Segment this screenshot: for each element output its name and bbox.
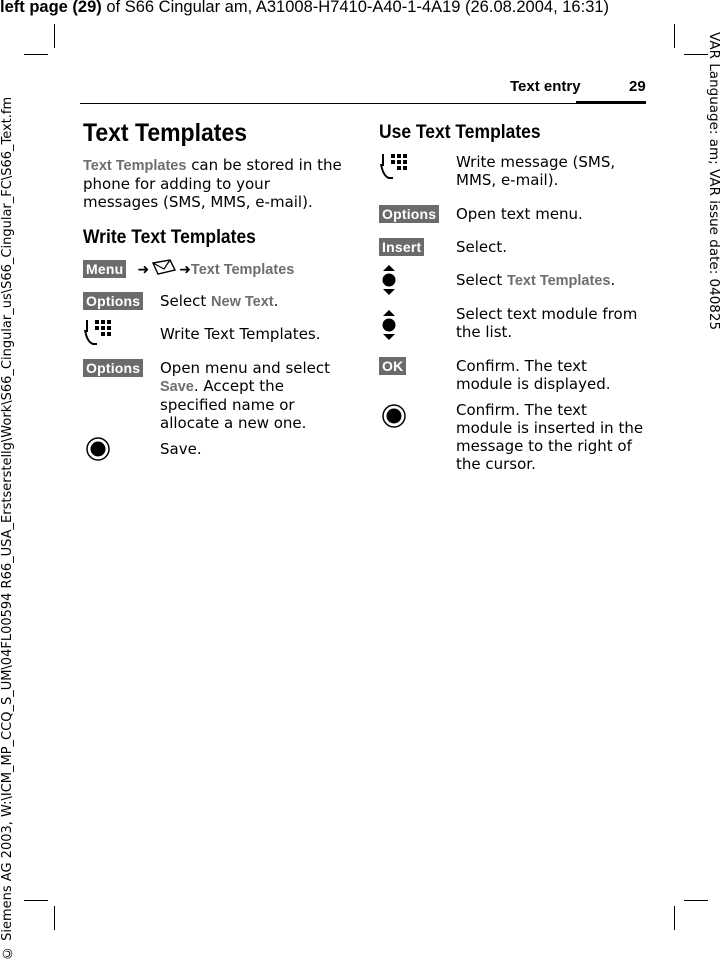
side-note-right: VAR Language: am; VAR issue date: 040825: [706, 32, 722, 331]
section-title-right: Use Text Templates: [379, 122, 541, 143]
keypad-icon: [379, 152, 413, 182]
instruction-text: Confirm. The text module is inserted in the message to the right of the cursor.: [456, 401, 644, 473]
intro-paragraph: [83, 156, 348, 211]
instruction-text: Save.: [160, 440, 202, 458]
crop-mark: [24, 54, 48, 55]
instruction-text: Write message (SMS, MMS, e-mail).: [456, 153, 616, 189]
options-softkey: Options: [83, 291, 143, 310]
menu-softkey: Menu: [83, 260, 126, 278]
crop-mark: [684, 900, 708, 901]
header-rule-thick: [576, 101, 646, 104]
crop-mark: [54, 24, 55, 48]
insert-softkey: Insert: [379, 237, 424, 256]
arrow-icon: ➜: [137, 262, 150, 278]
print-header-rest: of S66 Cingular am, A31008-H7410-A40-1-4A19 (26.08.2004, 16:31): [101, 0, 610, 16]
subsection-title: Write Text Templates: [83, 227, 256, 248]
instruction-text: Select.: [456, 238, 508, 256]
options-softkey: Options: [379, 204, 439, 223]
instruction-text: Select New Text.: [160, 292, 279, 310]
ok-softkey: OK: [379, 356, 406, 375]
center-key-icon: [382, 404, 406, 428]
print-header: [0, 0, 609, 17]
envelope-icon: [150, 258, 178, 278]
instruction-text: Write Text Templates.: [160, 325, 321, 343]
menu-path: [83, 258, 294, 278]
instruction-text: Open menu and select Save. Accept the specified name or allocate a new one.: [160, 359, 331, 432]
options-softkey: Options: [83, 358, 143, 377]
instruction-text: Select Text Templates.: [456, 271, 616, 289]
center-key-icon: [86, 437, 110, 461]
crop-mark: [24, 900, 48, 901]
crop-mark: [54, 906, 55, 930]
navigation-key-icon: [380, 264, 398, 296]
navigation-key-icon: [380, 309, 398, 341]
intro-text: can be stored in the phone for adding to your messages (SMS, MMS, e-mail).: [83, 156, 342, 211]
print-header-prefix: left page (29): [0, 0, 102, 16]
section-title: Text Templates: [83, 119, 248, 147]
running-head-title: Text entry: [510, 78, 581, 95]
side-note-left: © Siemens AG 2003, W:\ICM_MP_CCQ_S_UM\04FL00594 R66_USA_Erstserstellg\Work\S66_Cingular_us\S66_Cingular_FC\S66_Text.fm: [0, 96, 15, 960]
crop-mark: [674, 906, 675, 930]
keypad-icon: [83, 318, 117, 348]
header-rule: [80, 103, 646, 104]
crop-mark: [674, 24, 675, 48]
menu-path-item: Text Templates: [190, 262, 295, 278]
instruction-text: Confirm. The text module is displayed.: [456, 357, 611, 393]
page-number: 29: [629, 78, 646, 95]
arrow-icon: ➜: [179, 262, 191, 278]
instruction-text: Select text module from the list.: [456, 305, 638, 341]
intro-highlight: Text Templates: [83, 158, 187, 174]
instruction-text: Open text menu.: [456, 205, 583, 223]
